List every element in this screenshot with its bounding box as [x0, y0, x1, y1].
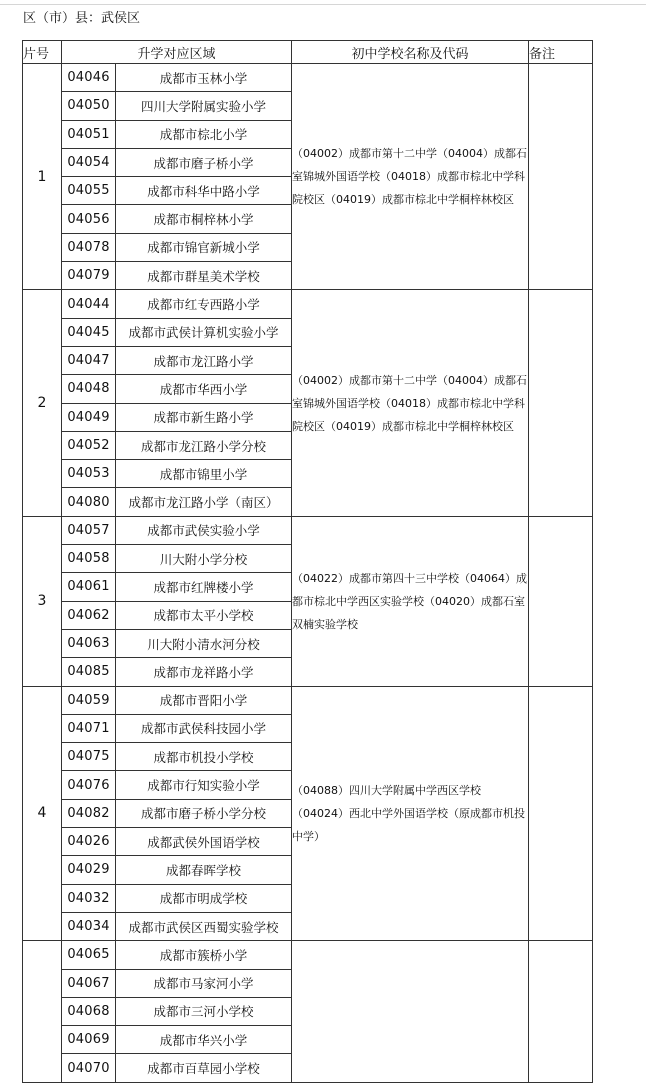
primary-school-name: 成都市龙祥路小学: [116, 658, 292, 686]
primary-school-name: 成都市红牌楼小学: [116, 573, 292, 601]
primary-school-code: 04080: [62, 488, 116, 516]
allocation-table: [22, 40, 593, 1083]
primary-school-name: 川大附小清水河分校: [116, 629, 292, 657]
primary-school-name: 成都武侯外国语学校: [116, 828, 292, 856]
note-cell: [529, 686, 593, 941]
header-primary-area: 升学对应区域: [62, 41, 292, 64]
primary-school-code: 04050: [62, 92, 116, 120]
primary-school-name: 成都市武侯计算机实验小学: [116, 318, 292, 346]
primary-school-code: 04063: [62, 629, 116, 657]
primary-school-code: 04076: [62, 771, 116, 799]
primary-school-code: 04057: [62, 516, 116, 544]
primary-school-name: 成都市华西小学: [116, 375, 292, 403]
primary-school-code: 04085: [62, 658, 116, 686]
primary-school-name: 成都市龙江路小学（南区）: [116, 488, 292, 516]
header-pian: 片号: [23, 41, 62, 64]
primary-school-name: 成都市群星美术学校: [116, 262, 292, 290]
middle-school-list: [292, 516, 529, 686]
pian-number: 1: [23, 64, 62, 290]
primary-school-code: 04055: [62, 177, 116, 205]
primary-school-code: 04069: [62, 1026, 116, 1054]
primary-school-name: 川大附小学分校: [116, 545, 292, 573]
primary-school-code: 04078: [62, 233, 116, 261]
primary-school-name: 成都市磨子桥小学分校: [116, 799, 292, 827]
pian-number: 4: [23, 686, 62, 941]
primary-school-name: 成都市华兴小学: [116, 1026, 292, 1054]
primary-school-code: 04059: [62, 686, 116, 714]
table-header-row: [23, 41, 593, 64]
primary-school-code: 04046: [62, 64, 116, 92]
primary-school-name: 成都市簇桥小学: [116, 941, 292, 969]
primary-school-name: 成都市太平小学校: [116, 601, 292, 629]
header-note: 备注: [529, 41, 593, 64]
primary-school-code: 04065: [62, 941, 116, 969]
primary-school-code: 04026: [62, 828, 116, 856]
table-row: [23, 516, 593, 544]
primary-school-name: 成都市行知实验小学: [116, 771, 292, 799]
primary-school-name: 成都市龙江路小学分校: [116, 431, 292, 459]
primary-school-code: 04075: [62, 743, 116, 771]
primary-school-code: 04052: [62, 431, 116, 459]
primary-school-name: 成都市锦里小学: [116, 460, 292, 488]
primary-school-code: 04071: [62, 714, 116, 742]
middle-school-list: [292, 686, 529, 941]
primary-school-name: 成都市晋阳小学: [116, 686, 292, 714]
primary-school-code: 04053: [62, 460, 116, 488]
primary-school-name: 成都市磨子桥小学: [116, 148, 292, 176]
top-divider: [0, 4, 646, 5]
note-cell: [529, 64, 593, 290]
pian-number: [23, 941, 62, 1082]
primary-school-name: 成都市科华中路小学: [116, 177, 292, 205]
table-body: [23, 64, 593, 1083]
primary-school-name: 成都市武侯实验小学: [116, 516, 292, 544]
primary-school-name: 成都市龙江路小学: [116, 346, 292, 374]
table-row: [23, 290, 593, 318]
primary-school-name: 成都市玉林小学: [116, 64, 292, 92]
middle-school-text: （04002）成都市第十二中学（04004）成都石室锦城外国语学校（04018）成都市棕北中学科院校区（04019）成都市棕北中学桐梓林校区: [292, 373, 527, 433]
primary-school-code: 04047: [62, 346, 116, 374]
pian-number: 2: [23, 290, 62, 516]
middle-school-list: [292, 64, 529, 290]
primary-school-code: 04070: [62, 1054, 116, 1082]
primary-school-name: 成都市百草园小学校: [116, 1054, 292, 1082]
primary-school-code: 04067: [62, 969, 116, 997]
primary-school-code: 04045: [62, 318, 116, 346]
primary-school-code: 04062: [62, 601, 116, 629]
primary-school-name: 成都市武侯科技园小学: [116, 714, 292, 742]
primary-school-name: 成都市三河小学校: [116, 997, 292, 1025]
primary-school-name: 成都市红专西路小学: [116, 290, 292, 318]
primary-school-name: 成都市马家河小学: [116, 969, 292, 997]
primary-school-code: 04054: [62, 148, 116, 176]
primary-school-code: 04048: [62, 375, 116, 403]
middle-school-text: （04022）成都市第四十三中学校（04064）成都市棕北中学西区实验学校（04020）成都石室双楠实验学校: [292, 571, 527, 631]
table-row: [23, 64, 593, 92]
primary-school-name: 成都市明成学校: [116, 884, 292, 912]
primary-school-name: 成都市桐梓林小学: [116, 205, 292, 233]
header-middle-school: 初中学校名称及代码: [292, 41, 529, 64]
middle-school-text: （04002）成都市第十二中学（04004）成都石室锦城外国语学校（04018）成都市棕北中学科院校区（04019）成都市棕北中学桐梓林校区: [292, 147, 527, 207]
note-cell: [529, 941, 593, 1082]
primary-school-name: 成都市锦官新城小学: [116, 233, 292, 261]
primary-school-code: 04068: [62, 997, 116, 1025]
table-row: [23, 686, 593, 714]
primary-school-code: 04061: [62, 573, 116, 601]
primary-school-code: 04049: [62, 403, 116, 431]
primary-school-code: 04079: [62, 262, 116, 290]
note-cell: [529, 516, 593, 686]
primary-school-code: 04029: [62, 856, 116, 884]
primary-school-name: 成都春晖学校: [116, 856, 292, 884]
primary-school-code: 04058: [62, 545, 116, 573]
pian-number: 3: [23, 516, 62, 686]
primary-school-name: 成都市武侯区西蜀实验学校: [116, 912, 292, 940]
note-cell: [529, 290, 593, 516]
primary-school-code: 04051: [62, 120, 116, 148]
primary-school-name: 成都市棕北小学: [116, 120, 292, 148]
middle-school-list: [292, 290, 529, 516]
primary-school-code: 04082: [62, 799, 116, 827]
primary-school-code: 04044: [62, 290, 116, 318]
primary-school-code: 04034: [62, 912, 116, 940]
primary-school-name: 四川大学附属实验小学: [116, 92, 292, 120]
primary-school-code: 04032: [62, 884, 116, 912]
middle-school-list: [292, 941, 529, 1082]
table-row: [23, 941, 593, 969]
primary-school-name: 成都市新生路小学: [116, 403, 292, 431]
primary-school-name: 成都市机投小学校: [116, 743, 292, 771]
district-label: 区（市）县：武侯区: [23, 11, 141, 26]
primary-school-code: 04056: [62, 205, 116, 233]
middle-school-text: （04088）四川大学附属中学西区学校（04024）西北中学外国语学校（原成都市机投中学）: [292, 783, 526, 843]
